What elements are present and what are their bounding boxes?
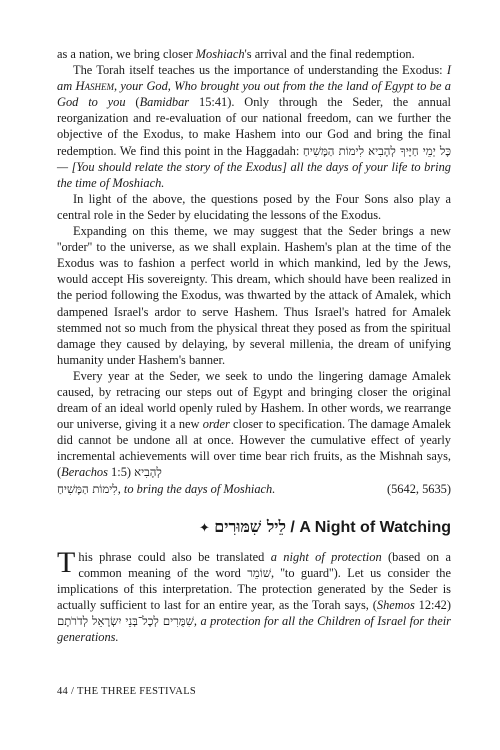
text-run: 15:41). Only through the Seder, the annual reorganization and re-evaluation of our national freedom, can we further the objective of the Exodus, to make Hashem into our God and bring the final redemption. We find this point in the Haggadah:: [57, 95, 451, 158]
text-run: Every year at the Seder, we seek to undo the lingering damage Amalek caused, by retracing our steps out of Egypt and bringing closer the original dream of an ideal world openly ruled by Hashem. In other words, we rearrange our universe, giving it a new: [57, 368, 451, 432]
citation-book: Berachos: [61, 465, 108, 480]
section-title-english: A Night of Watching: [299, 518, 451, 536]
emphasis: , to bring the days of Moshiach.: [117, 481, 276, 496]
emphasis: — [You should relate the story of the Exodus] all the days of your life to bring the time of Moshiach.: [57, 159, 451, 190]
text-run: 1:5): [107, 465, 135, 480]
paragraph: [57, 62, 451, 191]
text-run: closer to specification. The damage Amalek did cannot be undone all at once. However the cumulative effect of yearly incremental achievements will over time bear rich fruits, as the Mishnah says, (: [57, 417, 451, 480]
small-caps-name: Hashem: [75, 79, 114, 94]
emphasis: I am: [57, 63, 451, 94]
text-run: (: [125, 95, 140, 110]
reference-line: [57, 481, 451, 497]
hebrew-quote: לְהָבִיא: [134, 465, 162, 480]
paragraph: [57, 46, 451, 62]
paragraph: [57, 545, 452, 646]
section-title-hebrew: לֵיל שִׁמּוּרִים: [214, 516, 286, 536]
hebrew-word: שׁוֹמֵר: [247, 565, 271, 580]
emphasis: order: [202, 417, 230, 432]
hebrew-quote: לִימוֹת הַמָּשִׁיחַ: [57, 481, 118, 496]
text-run: 's arrival and the final redemption.: [244, 47, 415, 61]
source-reference: (5642, 5635): [386, 481, 451, 496]
text-run: as a nation, we bring closer: [57, 47, 196, 61]
emphasis: , your God, Who brought you out from the the land of Egypt to be a God to you: [57, 79, 451, 110]
emphasis: , a protection for all the Children of Israel for their generations.: [57, 614, 452, 645]
text-run: 12:42): [414, 597, 451, 612]
title-separator: /: [285, 518, 300, 536]
page-footer: 44 / THE THREE FESTIVALS: [57, 686, 197, 697]
text-run: (based on a common meaning of the word: [78, 549, 451, 580]
drop-cap: T: [57, 545, 76, 579]
emphasis: Moshiach: [195, 47, 245, 61]
hebrew-quote: שִׁמֻּרִים לְכָל־בְּנֵי יִשְׂרָאֵל לְדֹרֹתָם: [57, 614, 194, 628]
text-block: [57, 46, 451, 645]
text-run: his phrase could also be translated: [78, 549, 271, 564]
citation-book: Bamidbar: [139, 95, 190, 110]
citation-book: Shemos: [376, 597, 415, 612]
emphasis: a night of protection: [270, 549, 382, 564]
section-heading: [57, 517, 451, 539]
hebrew-quote: כָּל יְמֵי חַיֶּיךָ לְהָבִיא לִימוֹת הַמָּשִׁיחַ: [302, 143, 451, 158]
text-run: , ''to guard''). Let us consider the implications of this interpretation. The protection generated by the Seder is actually sufficient to last for an entire year, as the Torah says, (: [57, 565, 451, 612]
ornament-icon: ✦: [198, 520, 210, 536]
paragraph: In light of the above, the questions posed by the Four Sons also play a central role in the Seder by elucidating the lessons of the Exodus.: [57, 191, 451, 222]
paragraph: [57, 368, 451, 481]
paragraph: Expanding on this theme, we may suggest that the Seder brings a new ''order'' to the universe, as we shall explain. Hashem's plan at the time of the Exodus was to fashion a perfect world in which mankind, led by the Jews, would accept His sovereignty. This dream, which should have been realized in the period following the Exodus, was thwarted by the attack of Amalek, which dampened Israel's ardor to serve Hashem. Thus Israel's hatred for Amalek stemmed not so much from the physical threat they posed as from the spiritual damage they caused by delaying, by several millenia, the dream of unifying humanity under Hashem's banner.: [57, 224, 451, 367]
text-run: The Torah itself teaches us the importance of understanding the Exodus:: [73, 63, 447, 78]
